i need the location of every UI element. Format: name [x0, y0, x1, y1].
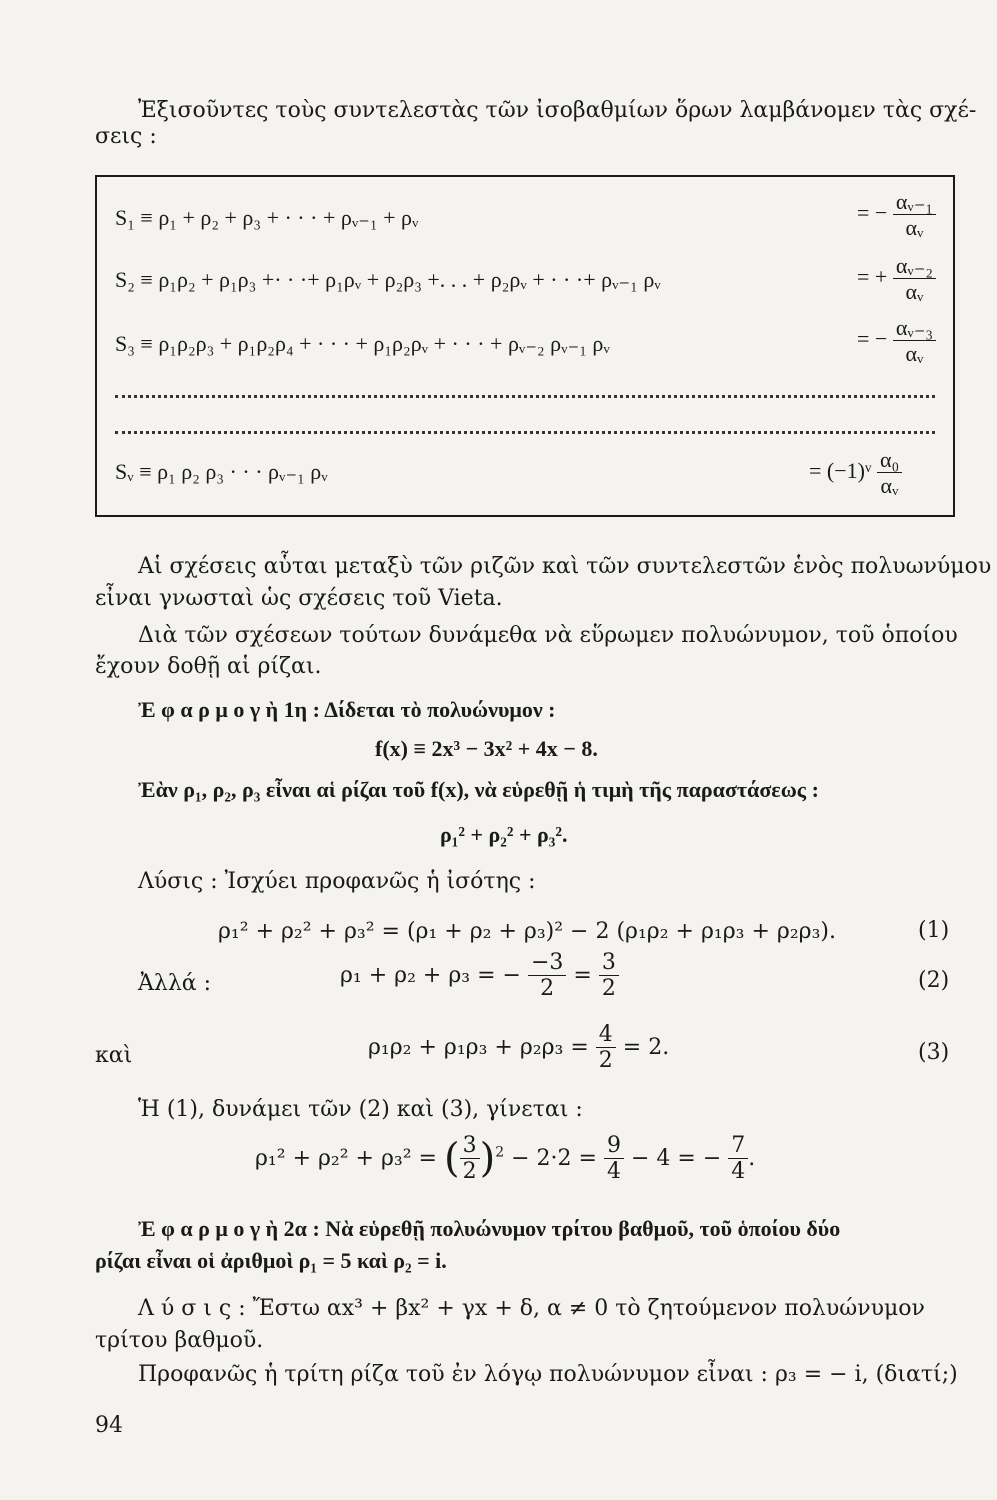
app1-eq3	[368, 1022, 669, 1074]
s2-numerator: αᵥ₋₂	[893, 253, 936, 279]
app2-third-root: Προφανῶς ἡ τρίτη ρίζα τοῦ ἐν λόγῳ πολυώνυμον εἶναι : ρ₃ = − i, (διατί;)	[138, 1362, 958, 1387]
final-fraction1-den: 2	[462, 1159, 477, 1185]
dotted-line-2	[115, 431, 935, 434]
s3-denominator: αᵥ	[905, 341, 924, 367]
para1-line-2: εἶναι γνωσταὶ ὡς σχέσεις τοῦ Vieta.	[95, 586, 503, 611]
eq3-rhs: = 2.	[622, 1034, 670, 1060]
intro-line-1: Ἐξισοῦντες τοὺς συντελεστὰς τῶν ἰσοβαθμίων ὅρων λαμβάνομεν τὰς σχέ-	[138, 98, 977, 123]
s1-numerator: αᵥ₋₁	[893, 189, 936, 215]
eq2-number: (2)	[918, 968, 950, 993]
app1-expression: ρ₁² + ρ₂² + ρ₃².	[440, 822, 568, 847]
final-fraction1-num: 3	[460, 1133, 480, 1159]
app2-solution-line-1: Λ ύ σ ι ς : Ἔστω αx³ + βx² + γx + δ, α ≠ 0 τὸ ζητούμενον πολυώνυμον	[138, 1296, 925, 1321]
app1-eq2	[340, 950, 619, 1002]
para1-line-1: Αἱ σχέσεις αὗται μεταξὺ τῶν ριζῶν καὶ τῶν συντελεστῶν ἑνὸς πολυωνύμου	[138, 554, 992, 579]
eq2-fraction1-num: −3	[528, 950, 566, 976]
s2-lhs: S₂ ≡ ρ₁ρ₂ + ρ₁ρ₃ +· · ·+ ρ₁ρᵥ + ρ₂ρ₃ +. . . + ρ₂ρᵥ + · · ·+ ρᵥ₋₁ ρᵥ	[115, 267, 661, 292]
vieta-relations-box	[95, 175, 955, 517]
app1-eq1: ρ₁² + ρ₂² + ρ₃² = (ρ₁ + ρ₂ + ρ₃)² − 2 (ρ₁ρ₂ + ρ₁ρ₃ + ρ₂ρ₃).	[218, 919, 836, 944]
app1-becomes: Ἡ (1), δυνάμει τῶν (2) καὶ (3), γίνεται :	[138, 1097, 583, 1122]
final-middle: − 2·2 =	[511, 1145, 597, 1171]
para2-line-2: ἔχουν δοθῇ αἱ ρίζαι.	[95, 654, 322, 679]
app2-heading-line-2: ρίζαι εἶναι οἱ ἀριθμοὶ ρ₁ = 5 καὶ ρ₂ = i.	[95, 1248, 447, 1273]
s2-rhs	[857, 253, 936, 305]
app1-solution-intro: Λύσις : Ἰσχύει προφανῶς ἡ ἰσότης :	[138, 869, 536, 894]
sv-sign: = (−1)ᵛ	[809, 457, 872, 483]
eq2-fraction2-den: 2	[601, 976, 616, 1002]
s1-sign: = −	[857, 199, 888, 225]
eq2-fraction1-den: 2	[540, 976, 555, 1002]
intro-line-2: σεις :	[95, 124, 157, 149]
dotted-line-1	[115, 395, 935, 398]
eq3-den: 2	[598, 1048, 613, 1074]
s3-sign: = −	[857, 325, 888, 351]
app1-question: Ἐὰν ρ₁, ρ₂, ρ₃ εἶναι αἱ ρίζαι τοῦ f(x), νὰ εὑρεθῇ ἡ τιμὴ τῆς παραστάσεως :	[138, 777, 819, 802]
final-fraction2-den: 4	[606, 1159, 621, 1185]
sv-lhs: Sᵥ ≡ ρ₁ ρ₂ ρ₃ · · · ρᵥ₋₁ ρᵥ	[115, 459, 328, 484]
s3-numerator: αᵥ₋₃	[893, 315, 936, 341]
s1-rhs	[857, 189, 936, 241]
eq1-number: (1)	[918, 918, 950, 943]
final-lhs: ρ₁² + ρ₂² + ρ₃² =	[255, 1145, 437, 1171]
app1-and: καὶ	[95, 1043, 133, 1068]
sv-denominator: αᵥ	[880, 473, 899, 499]
app1-final: ρ₁² + ρ₂² + ρ₃² = ( $\frac{3}{2}$ )$^2$ − 2·2 = $\frac{9}{4}$ − 4 = − $\frac{7}{4}$ .	[255, 1133, 756, 1185]
eq3-lhs: ρ₁ρ₂ + ρ₁ρ₃ + ρ₂ρ₃ =	[368, 1034, 589, 1060]
eq3-num: 4	[596, 1022, 616, 1048]
app2-heading-line-1: Ἐ φ α ρ μ ο γ ὴ 2α : Νὰ εὑρεθῇ πολυώνυμον τρίτου βαθμοῦ, τοῦ ὁποίου δύο	[138, 1216, 841, 1241]
final-fraction3-den: 4	[731, 1159, 746, 1185]
app1-but: Ἀλλά :	[138, 971, 212, 996]
eq2-equals: =	[573, 962, 592, 988]
s2-sign: = +	[857, 263, 888, 289]
sv-numerator: α₀	[877, 447, 902, 473]
s1-lhs: S₁ ≡ ρ₁ + ρ₂ + ρ₃ + · · · + ρᵥ₋₁ + ρᵥ	[115, 205, 419, 230]
page-number: 94	[95, 1413, 123, 1438]
eq3-number: (3)	[918, 1040, 950, 1065]
app1-heading: Ἐ φ α ρ μ ο γ ὴ 1η : Δίδεται τὸ πολυώνυμον :	[138, 697, 556, 722]
right-paren: )	[479, 1135, 496, 1182]
s1-denominator: αᵥ	[905, 215, 924, 241]
para2-line-1: Διὰ τῶν σχέσεων τούτων δυνάμεθα νὰ εὕρωμεν πολυώνυμον, τοῦ ὁποίου	[138, 623, 958, 648]
app2-solution-line-2: τρίτου βαθμοῦ.	[95, 1328, 264, 1353]
eq2-lhs: ρ₁ + ρ₂ + ρ₃ = −	[340, 962, 521, 988]
eq2-fraction2-num: 3	[599, 950, 619, 976]
s3-rhs	[857, 315, 936, 367]
s2-denominator: αᵥ	[905, 279, 924, 305]
app1-polynomial: f(x) ≡ 2x³ − 3x² + 4x − 8.	[375, 736, 598, 761]
final-fraction2-num: 9	[604, 1133, 624, 1159]
left-paren: (	[443, 1135, 460, 1182]
s3-lhs: S₃ ≡ ρ₁ρ₂ρ₃ + ρ₁ρ₂ρ₄ + · · · + ρ₁ρ₂ρᵥ + · · · + ρᵥ₋₂ ρᵥ₋₁ ρᵥ	[115, 331, 610, 356]
sv-rhs	[809, 447, 902, 499]
final-fraction3-num: 7	[728, 1133, 748, 1159]
final-middle-2: − 4 = −	[630, 1145, 722, 1171]
